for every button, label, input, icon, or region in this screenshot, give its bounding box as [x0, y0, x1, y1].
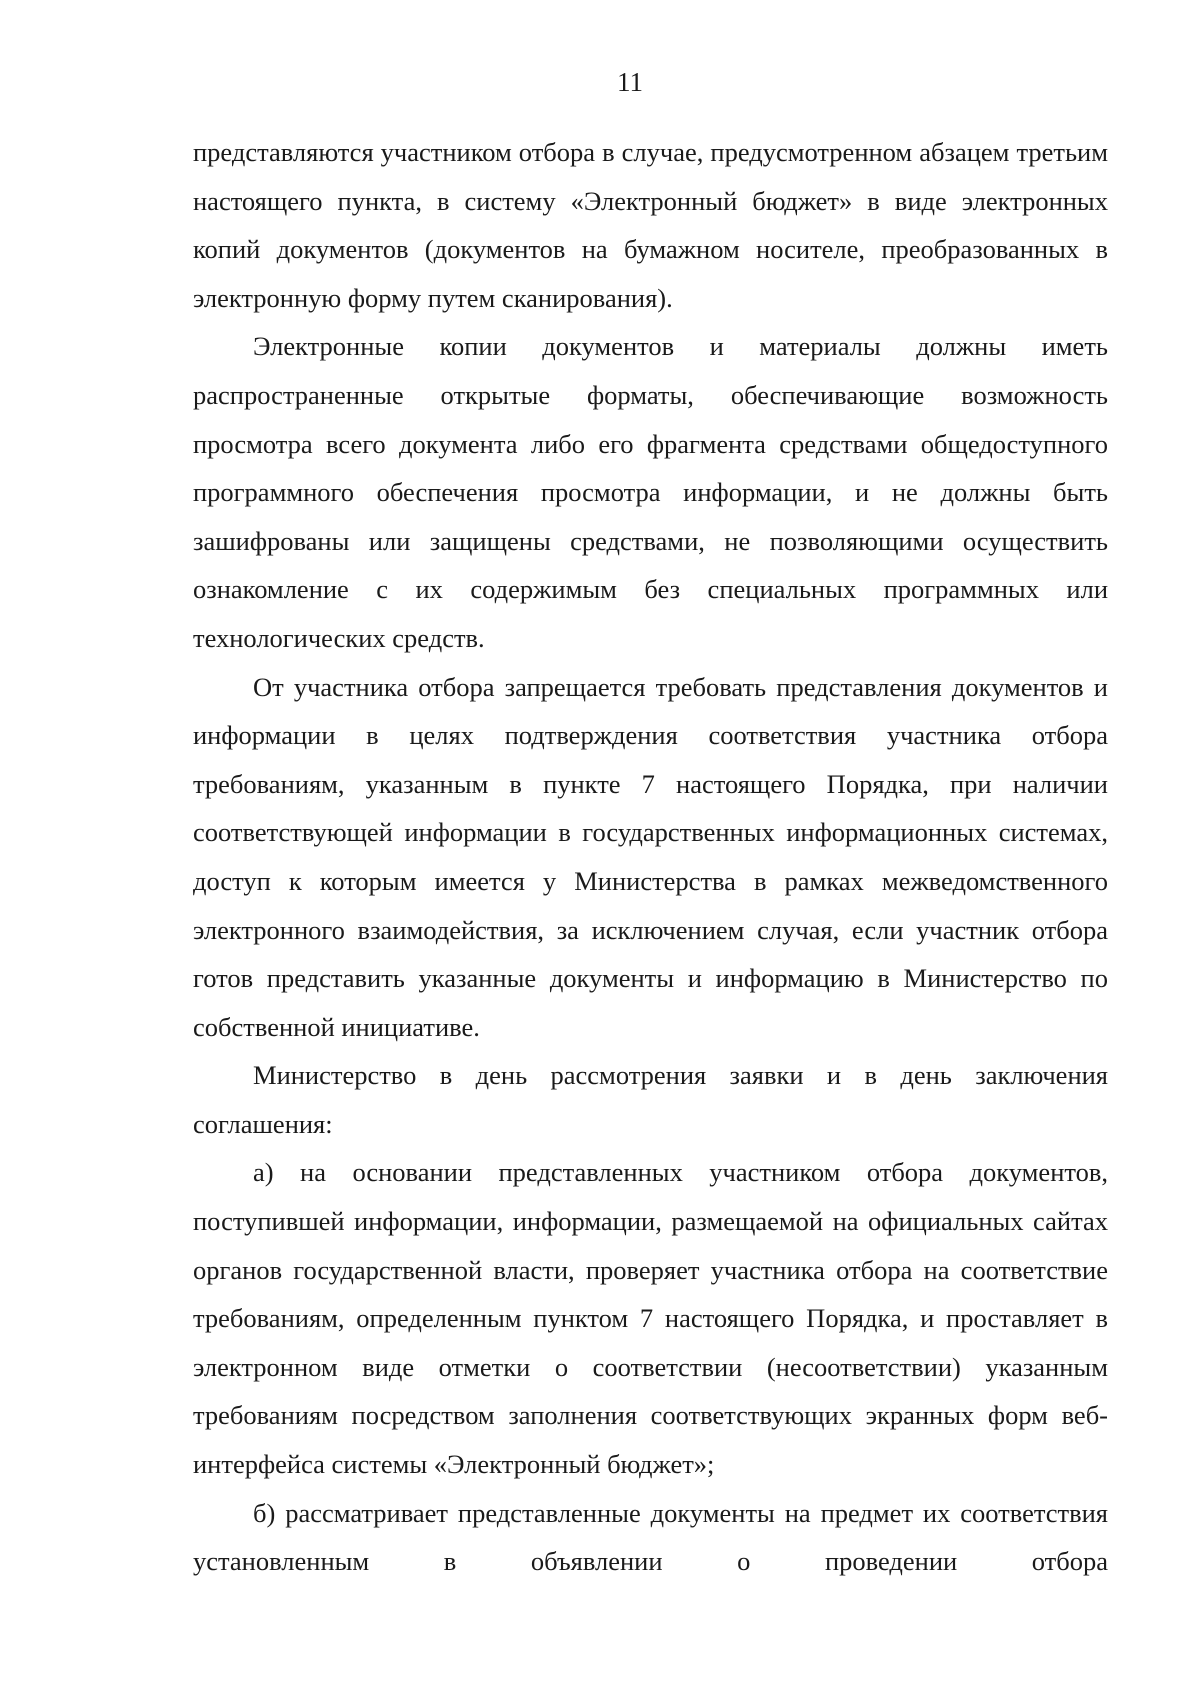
paragraph-continuation: представляются участником отбора в случае, предусмотренном абзацем третьим настоящего пункта, в систему «Электронный бюджет» в виде электронных копий документов (документов на бумажном носителе, преобразованных в электронную форму путем сканирования).: [193, 137, 1108, 313]
paragraph-document-requirements: От участника отбора запрещается требовать представления документов и информации в целях подтверждения соответствия участника отбора требованиям, указанным в пункте 7 настоящего Порядка, при наличии соответствующей информации в государственных информационных системах, доступ к которым имеется у Министерства в рамках межведомственного электронного взаимодействия, за исключением случая, если участник отбора готов представить указанные документы и информацию в Министерство по собственной инициативе.: [193, 671, 1108, 1042]
paragraph-item-b: б) рассматривает представленные документы на предмет их соответствия установленным в объявлении о проведении отбора: [193, 1497, 1108, 1577]
page-number: 11: [617, 67, 643, 97]
paragraph-ministry-review: Министерство в день рассмотрения заявки и в день заключения соглашения:: [193, 1060, 1108, 1139]
document-body: [193, 128, 1108, 1586]
paragraph-item-a: а) на основании представленных участником отбора документов, поступившей информации, информации, размещаемой на официальных сайтах органов государственной власти, проверяет участника отбора на соответствие требованиям, определенным пунктом 7 настоящего Порядка, и проставляет в электронном виде отметки о соответствии (несоответствии) указанным требованиям посредством заполнения соответствующих экранных форм веб-интерфейса системы «Электронный бюджет»;: [193, 1157, 1108, 1480]
paragraph-electronic-copies: Электронные копии документов и материалы должны иметь распространенные открытые форматы, обеспечивающие возможность просмотра всего документа либо его фрагмента средствами общедоступного программного обеспечения просмотра информации, и не должны быть зашифрованы или защищены средствами, не позволяющими осуществить ознакомление с их содержимым без специальных программных или технологических средств.: [193, 331, 1108, 653]
